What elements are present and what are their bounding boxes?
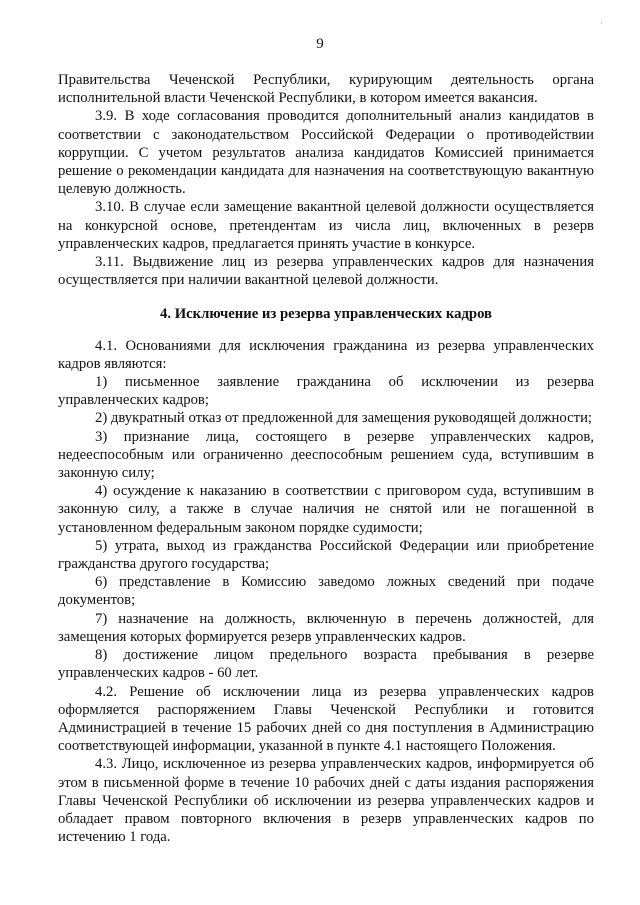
document-body [58, 71, 594, 846]
list-item-5: 5) утрата, выход из гражданства Российской Федерации или приобретение гражданства другого государства; [58, 537, 594, 573]
list-item-8: 8) достижение лицом предельного возраста пребывания в резерве управленческих кадров - 60 лет. [58, 647, 594, 682]
paragraph-4-3: 4.3. Лицо, исключенное из резерва управленческих кадров, информируется об этом в письменной форме в течение 10 рабочих дней с даты издания распоряжения Главы Чеченской Республики об исключении из резерва управленческих кадров и обладает правом повторного включения в резерв управленческих кадров по истечению 1 года. [58, 756, 594, 846]
paragraph-4-1: 4.1. Основаниями для исключения гражданина из резерва управленческих кадров являются: [58, 337, 594, 372]
paragraph-3-9: 3.9. В ходе согласования проводится дополнительный анализ кандидатов в соответствии с законодательством Российской Федерации о противодействии коррупции. С учетом результатов анализа кандидатов Комиссией принимается решение о рекомендации кандидата для назначения на соответствующую вакантную целевую должность. [58, 108, 594, 198]
paragraph-3-10: 3.10. В случае если замещение вакантной целевой должности осуществляется на конкурсной основе, претендентам из числа лиц, включенных в резерв управленческих кадров, предлагается принять участие в конкурсе. [58, 199, 594, 252]
paragraph-continuation: Правительства Чеченской Республики, курирующим деятельность органа исполнительной власти Чеченской Республики, в котором имеется вакансия. [58, 72, 594, 107]
list-item-4: 4) осуждение к наказанию в соответствии с приговором суда, вступившим в законную силу, а также в случае наличия не снятой или не погашенной в установленном федеральным законом порядке судимости; [58, 483, 594, 536]
page-number: 9 [316, 36, 324, 52]
list-item-7: 7) назначение на должность, включенную в перечень должностей, для замещения которых формируется резерв управленческих кадров. [58, 610, 594, 645]
paragraph-4-2: 4.2. Решение об исключении лица из резерва управленческих кадров оформляется распоряжением Главы Чеченской Республики и готовится Администрацией в течение 15 рабочих дней со дня поступления в Администрацию соответствующей информации, указанной в пункте 4.1 настоящего Положения. [58, 683, 594, 755]
paragraph-3-11: 3.11. Выдвижение лиц из резерва управленческих кадров для назначения осуществляется при наличии вакантной целевой должности. [58, 254, 594, 289]
list-item-2: 2) двукратный отказ от предложенной для замещения руководящей должности; [95, 410, 593, 427]
list-item-3: 3) признание лица, состоящего в резерве управленческих кадров, недееспособным или ограниченно дееспособным решением суда, вступившим в законную силу; [58, 428, 594, 482]
corner-mark: · [600, 18, 603, 28]
list-item-1: 1) письменное заявление гражданина об исключении из резерва управленческих кадров; [58, 374, 594, 409]
section-heading: 4. Исключение из резерва управленческих кадров [160, 306, 492, 323]
list-item-6: 6) представление в Комиссию заведомо ложных сведений при подаче документов; [58, 574, 594, 609]
